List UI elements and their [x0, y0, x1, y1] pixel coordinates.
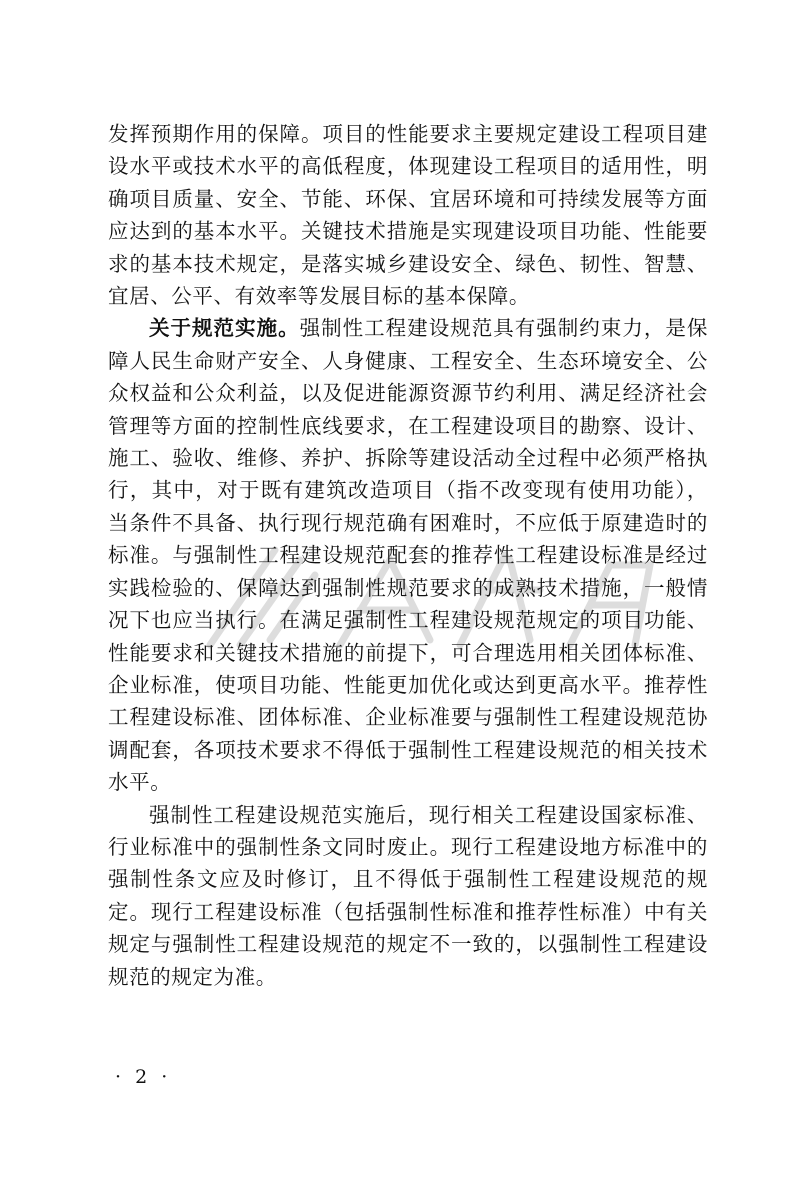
- body-text: [108, 118, 708, 993]
- paragraph-3-text: 强制性工程建设规范实施后，现行相关工程建设国家标准、行业标准中的强制性条文同时废止。现行工程建设地方标准中的强制性条文应及时修订，且不得低于强制性工程建设规范的规定。现行工程建设标准（包括强制性标准和推荐性标准）中有关规定与强制性工程建设规范的规定不一致的，以强制性工程建设规范的规定为准。: [108, 802, 708, 989]
- paragraph-2: [108, 312, 708, 798]
- paragraph-1-text: 发挥预期作用的保障。项目的性能要求主要规定建设工程项目建设水平或技术水平的高低程度，体现建设工程项目的适用性，明确项目质量、安全、节能、环保、宜居环境和可持续发展等方面应达到的基本水平。关键技术措施是实现建设项目功能、性能要求的基本技术规定，是落实城乡建设安全、绿色、韧性、智慧、宜居、公平、有效率等发展目标的基本保障。: [108, 122, 708, 309]
- section-lead-heading: 关于规范实施。: [149, 316, 300, 341]
- page-number: · 2 ·: [115, 1066, 172, 1088]
- paragraph-1: [108, 118, 708, 312]
- paragraph-2-text: 强制性工程建设规范具有强制约束力，是保障人民生命财产安全、人身健康、工程安全、生态环境安全、公众权益和公众利益，以及促进能源资源节约利用、满足经济社会管理等方面的控制性底线要求，在工程建设项目的勘察、设计、施工、验收、维修、养护、拆除等建设活动全过程中必须严格执行，其中，对于既有建筑改造项目（指不改变现有使用功能），当条件不具备、执行现行规范确有困难时，不应低于原建造时的标准。与强制性工程建设规范配套的推荐性工程建设标准是经过实践检验的、保障达到强制性规范要求的成熟技术措施，一般情况下也应当执行。在满足强制性工程建设规范规定的项目功能、性能要求和关键技术措施的前提下，可合理选用相关团体标准、企业标准，使项目功能、性能更加优化或达到更高水平。推荐性工程建设标准、团体标准、企业标准要与强制性工程建设规范协调配套，各项技术要求不得低于强制性工程建设规范的相关技术水平。: [108, 316, 708, 795]
- paragraph-3: [108, 799, 708, 993]
